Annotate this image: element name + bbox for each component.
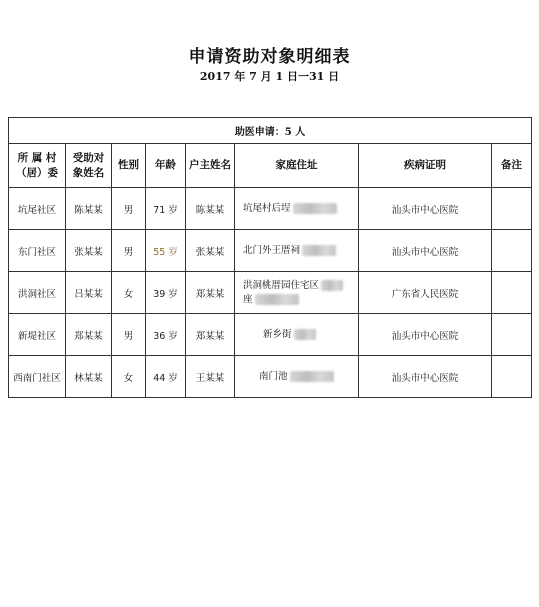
- cell-address: [235, 188, 359, 230]
- header-row: [9, 144, 532, 188]
- cell-disease-proof: 广东省人民医院: [359, 272, 492, 314]
- cell-disease-proof: 汕头市中心医院: [359, 314, 492, 356]
- header-remarks: 备注: [492, 144, 532, 188]
- cell-remarks: [492, 188, 532, 230]
- cell-applicant: 郑某某: [66, 314, 112, 356]
- applicant-table: [8, 117, 532, 398]
- table-row: [9, 188, 532, 230]
- redaction-blur: [294, 329, 316, 340]
- header-community: 所 属 村（居）委: [9, 144, 66, 188]
- cell-community: 东门社区: [9, 230, 66, 272]
- cell-householder: 郑某某: [186, 314, 235, 356]
- header-disease-proof: 疾病证明: [359, 144, 492, 188]
- cell-community: 洪洞社区: [9, 272, 66, 314]
- table-row: [9, 272, 532, 314]
- cell-applicant: 吕某某: [66, 272, 112, 314]
- cell-applicant: 陈某某: [66, 188, 112, 230]
- cell-address: [235, 230, 359, 272]
- address-text: 坑尾村后埕: [243, 202, 291, 214]
- cell-householder: 王某某: [186, 356, 235, 398]
- cell-gender: 男: [112, 188, 146, 230]
- cell-address: [235, 356, 359, 398]
- header-householder: 户主姓名: [186, 144, 235, 188]
- document-date-range: 2017 年 7 月 1 日一31 日: [199, 70, 340, 83]
- cell-age: 71 岁: [146, 188, 186, 230]
- cell-address: [235, 314, 359, 356]
- cell-gender: 男: [112, 230, 146, 272]
- cell-applicant: 张某某: [66, 230, 112, 272]
- cell-community: 坑尾社区: [9, 188, 66, 230]
- cell-applicant: 林某某: [66, 356, 112, 398]
- cell-community: 新堤社区: [9, 314, 66, 356]
- cell-gender: 女: [112, 356, 146, 398]
- cell-householder: 陈某某: [186, 188, 235, 230]
- redaction-blur: [255, 294, 299, 305]
- cell-disease-proof: 汕头市中心医院: [359, 356, 492, 398]
- cell-community: 西南门社区: [9, 356, 66, 398]
- cell-age: 36 岁: [146, 314, 186, 356]
- redaction-blur: [293, 203, 337, 214]
- header-age: 年龄: [146, 144, 186, 188]
- table-row: [9, 356, 532, 398]
- cell-age: 44 岁: [146, 356, 186, 398]
- cell-householder: 郑某某: [186, 272, 235, 314]
- cell-remarks: [492, 356, 532, 398]
- address-text: 新乡街: [263, 328, 292, 340]
- summary-row: [9, 118, 532, 144]
- summary-text: 助医申请：5 人: [9, 118, 532, 144]
- cell-disease-proof: 汕头市中心医院: [359, 188, 492, 230]
- address-text: 北门外王厝祠: [243, 244, 301, 256]
- cell-address: [235, 272, 359, 314]
- table-row: [9, 314, 532, 356]
- table-row: [9, 230, 532, 272]
- cell-remarks: [492, 272, 532, 314]
- cell-remarks: [492, 230, 532, 272]
- cell-gender: 男: [112, 314, 146, 356]
- address-text: 南门池: [259, 370, 288, 382]
- header-gender: 性别: [112, 144, 146, 188]
- cell-remarks: [492, 314, 532, 356]
- redaction-blur: [290, 371, 334, 382]
- address-text: 洪洞桃厝园住宅区: [243, 279, 320, 291]
- cell-age: 39 岁: [146, 272, 186, 314]
- cell-age: 55 岁: [146, 230, 186, 272]
- cell-disease-proof: 汕头市中心医院: [359, 230, 492, 272]
- redaction-blur: [302, 245, 336, 256]
- header-applicant: 受助对象姓名: [66, 144, 112, 188]
- redaction-blur: [321, 280, 343, 291]
- address-text-line2: 座: [243, 293, 253, 305]
- header-address: 家庭住址: [235, 144, 359, 188]
- cell-householder: 张某某: [186, 230, 235, 272]
- document-title: 申请资助对象明细表: [188, 47, 351, 67]
- cell-gender: 女: [112, 272, 146, 314]
